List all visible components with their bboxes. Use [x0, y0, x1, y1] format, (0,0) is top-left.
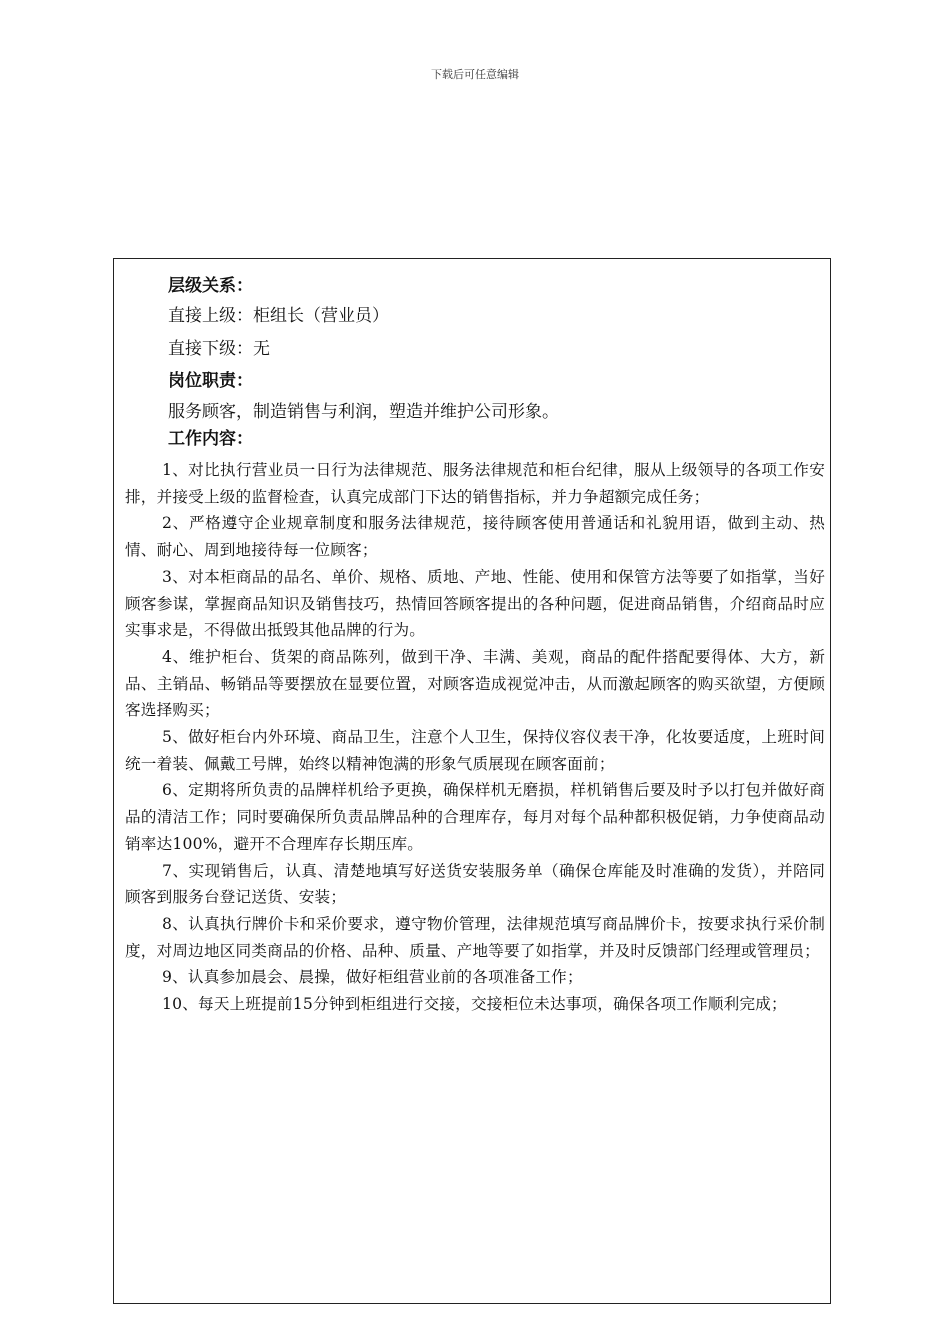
document-frame	[113, 258, 831, 1304]
work-item-9: 9、认真参加晨会、晨操，做好柜组营业前的各项准备工作；	[162, 968, 583, 987]
work-content	[125, 457, 825, 1018]
direct-subordinate: 直接下级：无	[168, 339, 270, 359]
work-item-7: 7、实现销售后，认真、清楚地填写好送货安装服务单（确保仓库能及时准确的发货），并陪同顾客到服务台登记送货、安装；	[125, 861, 825, 907]
hierarchy-heading: 层级关系：	[168, 276, 253, 296]
work-item-8: 8、认真执行牌价卡和采价要求，遵守物价管理，法律规范填写商品牌价卡，按要求执行采价制度，对周边地区同类商品的价格、品种、质量、产地等要了如指掌，并及时反馈部门经理或管理员；	[125, 914, 825, 960]
work-item-10: 10、每天上班提前15分钟到柜组进行交接，交接柜位未达事项，确保各项工作顺利完成；	[162, 995, 787, 1014]
page-header: 下载后可任意编辑	[431, 68, 519, 81]
work-item-6: 6、定期将所负责的品牌样机给予更换，确保样机无磨损，样机销售后要及时予以打包并做好商品的清洁工作；同时要确保所负责品牌品种的合理库存，每月对每个品种都积极促销，力争使商品动销率达100%，避开不合理库存长期压库。	[125, 781, 825, 853]
duties-text: 服务顾客，制造销售与利润，塑造并维护公司形象。	[168, 402, 559, 422]
direct-superior: 直接上级：柜组长（营业员）	[168, 306, 389, 326]
work-item-2: 2、严格遵守企业规章制度和服务法律规范，接待顾客使用普通话和礼貌用语，做到主动、热情、耐心、周到地接待每一位顾客；	[125, 514, 825, 560]
work-item-5: 5、做好柜台内外环境、商品卫生，注意个人卫生，保持仪容仪表干净，化妆要适度，上班时间统一着装、佩戴工号牌，始终以精神饱满的形象气质展现在顾客面前；	[125, 728, 825, 773]
work-item-1: 1、对比执行营业员一日行为法律规范、服务法律规范和柜台纪律，服从上级领导的各项工作安排，并接受上级的监督检查，认真完成部门下达的销售指标，并力争超额完成任务；	[125, 461, 825, 506]
work-item-3: 3、对本柜商品的品名、单价、规格、质地、产地、性能、使用和保管方法等要了如指掌，当好顾客参谋，掌握商品知识及销售技巧，热情回答顾客提出的各种问题，促进商品销售，介绍商品时应实事求是，不得做出抵毁其他品牌的行为。	[125, 567, 825, 640]
work-heading: 工作内容：	[168, 429, 253, 449]
work-item-4: 4、维护柜台、货架的商品陈列，做到干净、丰满、美观，商品的配件搭配要得体、大方，新品、主销品、畅销品等要摆放在显要位置，对顾客造成视觉冲击，从而激起顾客的购买欲望，方便顾客选择购买；	[125, 647, 825, 720]
duties-heading: 岗位职责：	[168, 371, 253, 391]
